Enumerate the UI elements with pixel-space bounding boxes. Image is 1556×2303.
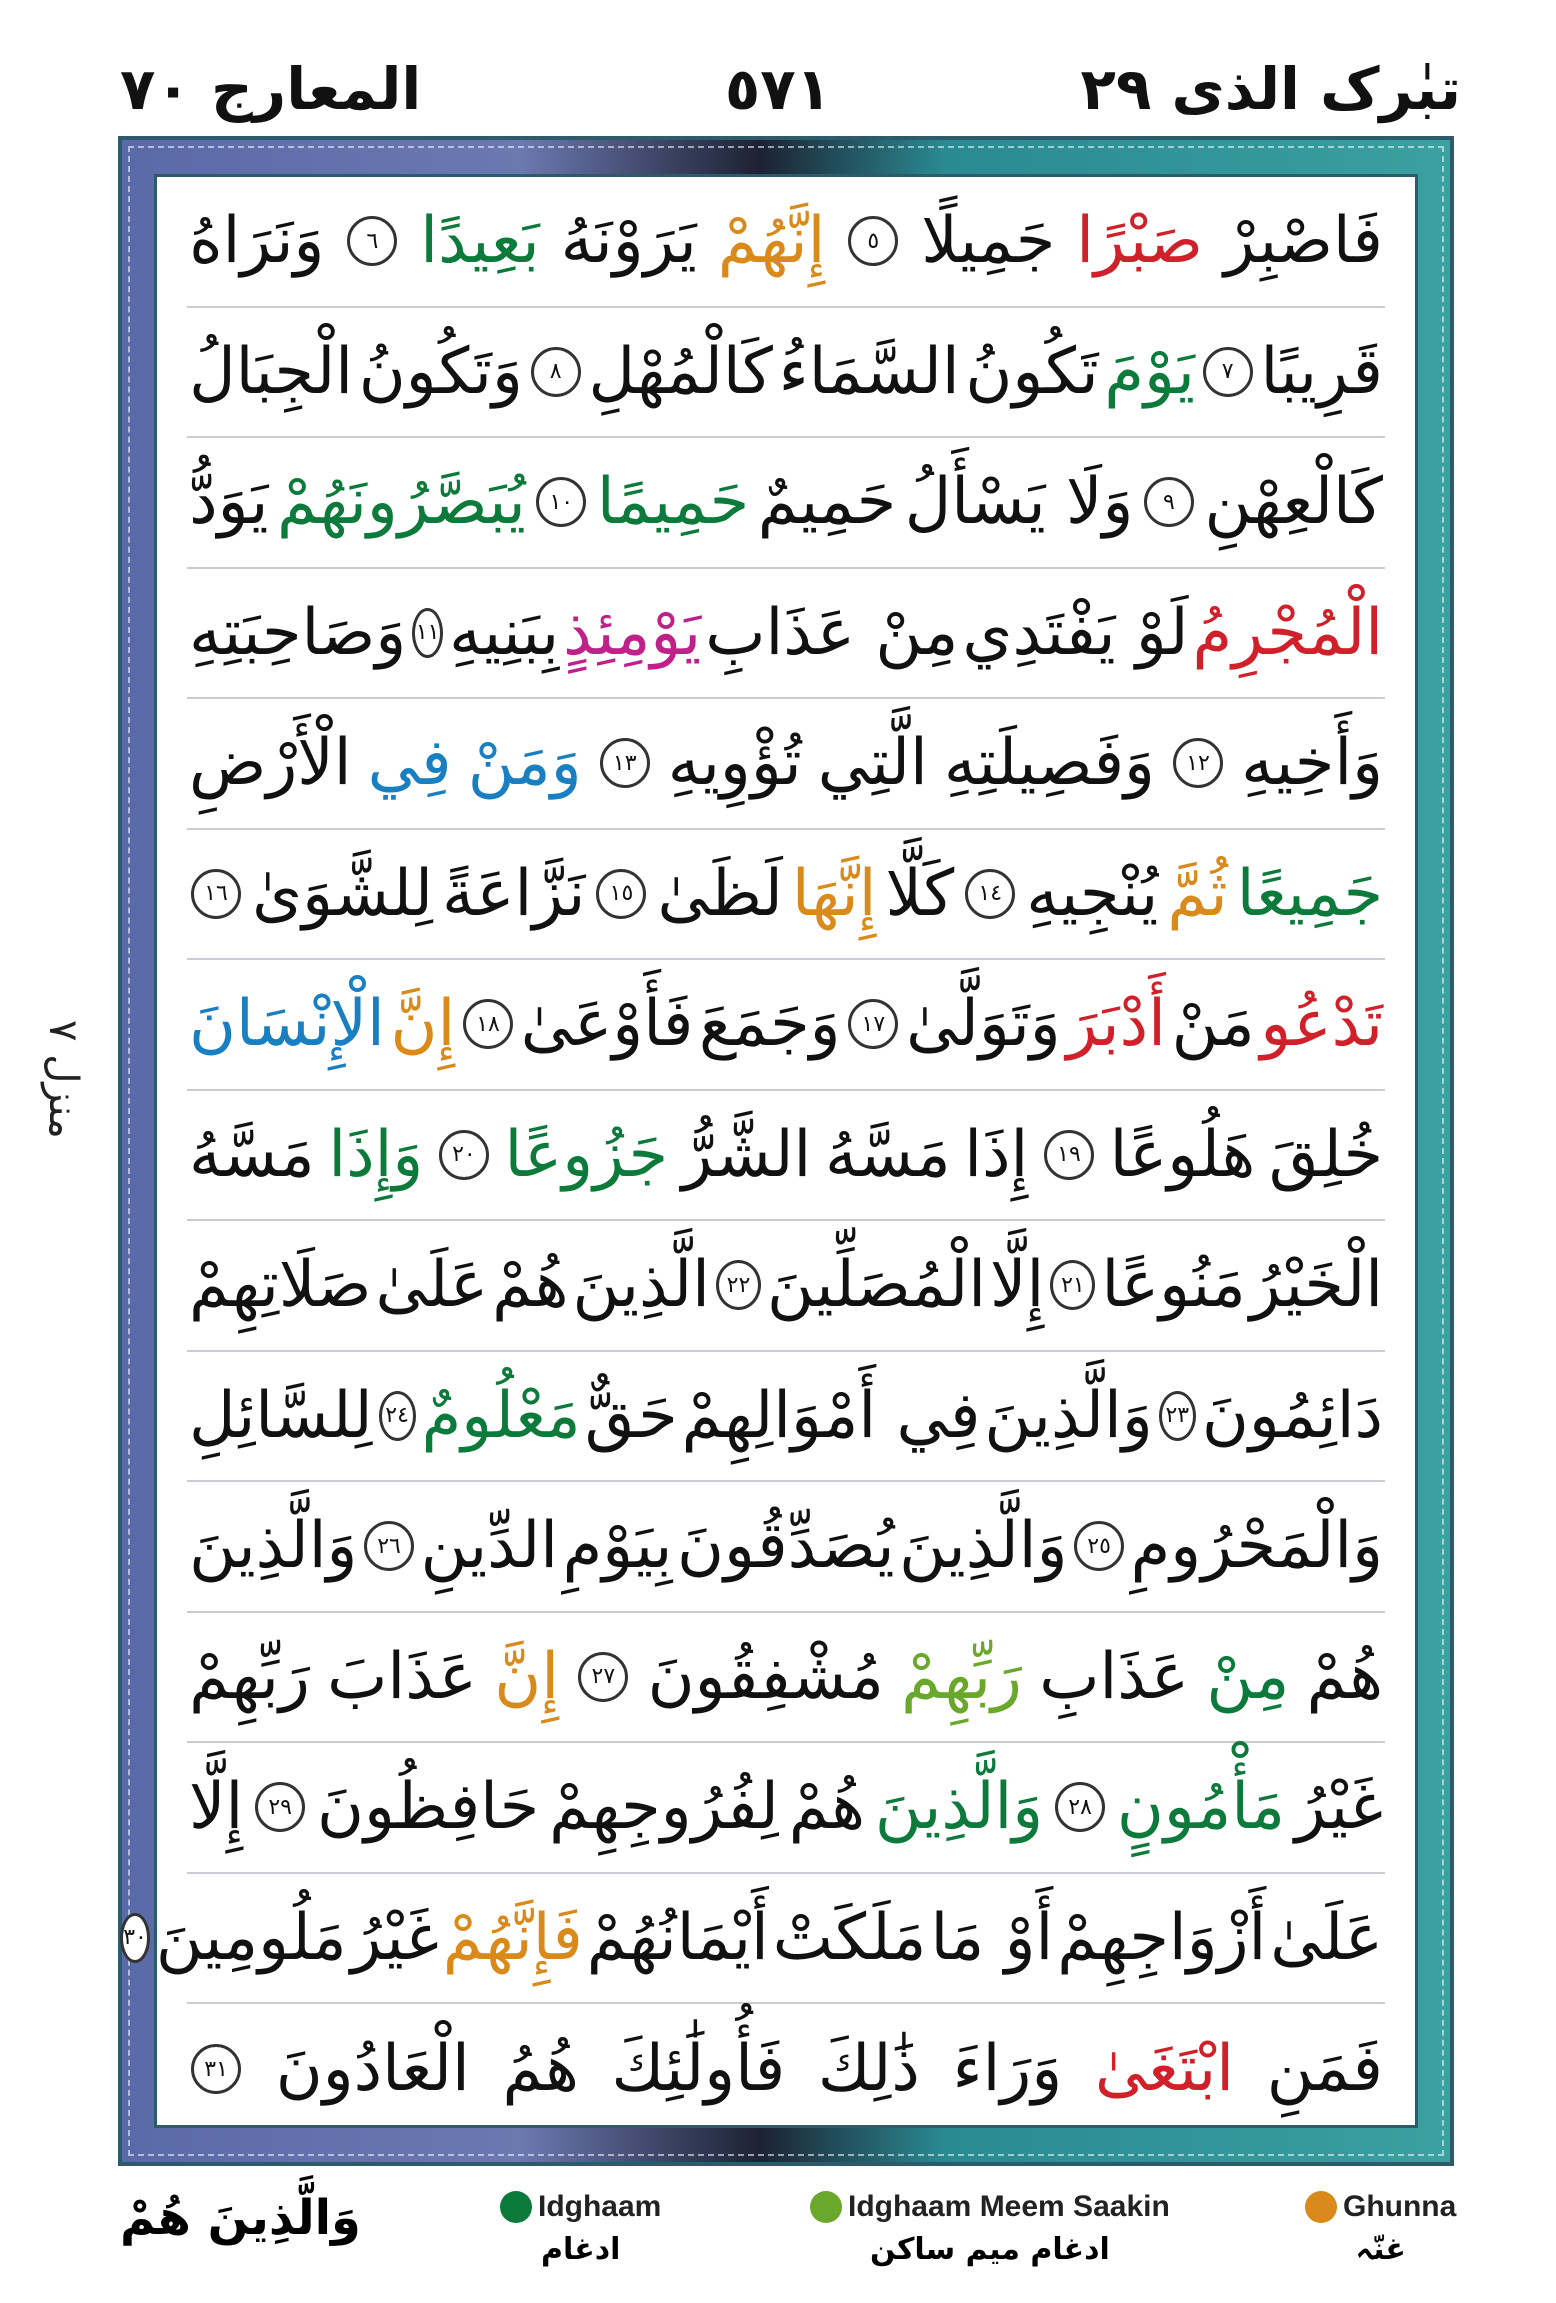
legend-idghaam-meem-saakin: [810, 2190, 1170, 2267]
word: فَأُولَٰئِكَ: [611, 2032, 786, 2107]
word: يَوْمِئِذٍ: [563, 595, 702, 670]
word: ذَٰلِكَ: [817, 2032, 920, 2107]
ornamental-border: [118, 136, 1454, 2166]
word: تَدْعُو: [1260, 987, 1383, 1062]
word: كَالْعِهْنِ: [1204, 465, 1383, 540]
word: الَّتِي: [817, 726, 928, 801]
meem-dot-icon: [810, 2191, 842, 2223]
text-line: [187, 1482, 1385, 1613]
word: يَوْمَ: [1104, 334, 1195, 409]
word: إِنَّهَا: [791, 856, 877, 931]
ayah-number-marker: ١٤: [965, 869, 1015, 919]
ayah-number-marker: ١٨: [463, 999, 513, 1049]
word: لِلشَّوَىٰ: [252, 856, 433, 931]
text-line: [187, 1352, 1385, 1483]
ayah-number-marker: ١٠: [536, 477, 586, 527]
word: لَوْ يَفْتَدِي: [962, 595, 1189, 670]
word: مَأْمُونٍ: [1116, 1770, 1286, 1845]
legend-label: Idghaam Meem Saakin: [848, 2190, 1170, 2223]
legend-urdu: غنّہ: [1355, 2232, 1406, 2267]
word: وَالَّذِينَ: [984, 1378, 1153, 1453]
word: وَالَّذِينَ: [899, 1509, 1068, 1584]
ayah-number-marker: ٢٨: [1055, 1782, 1105, 1832]
legend-label: Idghaam: [538, 2190, 662, 2223]
word: عَذَابَ: [327, 1639, 477, 1714]
ayah-number-marker: ٩: [1144, 477, 1194, 527]
text-line: [123, 1874, 1385, 2005]
ayah-number-marker: ٥: [848, 216, 898, 266]
ayah-number-marker: ٢٠: [439, 1130, 489, 1180]
word: حَمِيمٌ: [757, 465, 897, 540]
word: وَنَرَاهُ: [189, 204, 325, 279]
word: يُصَدِّقُونَ: [677, 1509, 895, 1584]
word: هُمْ: [1306, 1639, 1383, 1714]
word: عَلَىٰ: [1270, 1900, 1383, 1975]
word: بِبَنِيهِ: [449, 595, 560, 670]
word: وَتَوَلَّىٰ: [906, 987, 1061, 1062]
word: يُبَصَّرُونَهُمْ: [277, 465, 526, 540]
word: فِي أَمْوَالِهِمْ: [681, 1378, 981, 1453]
word: فَاصْبِرْ: [1223, 204, 1383, 279]
text-line: [187, 960, 1385, 1091]
word: ابْتَغَىٰ: [1094, 2032, 1235, 2107]
text-line: [187, 1743, 1385, 1874]
text-line: [187, 699, 1385, 830]
word: إِلَّا: [189, 1770, 244, 1845]
surah-title: المعارج ٧٠: [120, 55, 422, 123]
word: يَوَدُّ: [189, 465, 269, 540]
word: وَتَكُونُ: [358, 334, 523, 409]
word: رَبِّهِمْ: [901, 1639, 1022, 1714]
word: مَلَكَتْ: [772, 1900, 927, 1975]
word: فَإِنَّهُمْ: [442, 1900, 583, 1975]
word: لَظَىٰ: [657, 856, 783, 931]
ayah-number-marker: ٣١: [191, 2044, 241, 2094]
ayah-number-marker: ٢٤: [379, 1391, 416, 1441]
ayah-number-marker: ٣٠: [120, 1913, 150, 1963]
word: الْمُصَلِّينَ: [767, 1248, 987, 1323]
word: دَائِمُونَ: [1201, 1378, 1383, 1453]
word: يُنْجِيهِ: [1026, 856, 1159, 931]
word: كَالْمُهْلِ: [588, 334, 773, 409]
word: إِذَا: [964, 1117, 1029, 1192]
word: الْجِبَالُ: [189, 334, 353, 409]
word: هَلُوعًا: [1109, 1117, 1256, 1192]
word: مُشْفِقُونَ: [647, 1639, 884, 1714]
word: لِلسَّائِلِ: [189, 1378, 373, 1453]
word: مَلُومِينَ: [155, 1900, 347, 1975]
text-line: [187, 1613, 1385, 1744]
word: وَجَمَعَ: [699, 987, 841, 1062]
word: أَوْ مَا: [930, 1900, 1054, 1975]
word: تُؤْوِيهِ: [667, 726, 802, 801]
ayah-number-marker: ١٣: [600, 738, 650, 788]
text-line: [187, 1091, 1385, 1222]
text-line: [187, 1221, 1385, 1352]
legend-label: Ghunna: [1343, 2190, 1457, 2223]
word: غَيْرُ: [1294, 1770, 1383, 1845]
word: نَزَّاعَةً: [442, 856, 586, 931]
word: مَعْلُومٌ: [421, 1378, 581, 1453]
word: الْخَيْرُ: [1249, 1248, 1383, 1323]
word: حَقٌّ: [584, 1378, 678, 1453]
text-line: [187, 2004, 1385, 2135]
word: مِنْ عَذَابِ: [705, 595, 959, 670]
idghaam-dot-icon: [500, 2191, 532, 2223]
word: وَمَنْ: [467, 726, 582, 801]
word: كَلَّا: [885, 856, 955, 931]
word: الشَّرُّ: [681, 1117, 812, 1192]
ayah-number-marker: ٢٢: [716, 1260, 761, 1310]
ayah-number-marker: ١٥: [596, 869, 646, 919]
text-line: [187, 830, 1385, 961]
word: هُمُ: [502, 2032, 579, 2107]
ayah-number-marker: ٨: [531, 347, 581, 397]
word: رَبِّهِمْ: [189, 1639, 310, 1714]
text-line: [187, 308, 1385, 439]
word: ثُمَّ: [1167, 856, 1228, 931]
word: وَفَصِيلَتِهِ: [943, 726, 1155, 801]
ayah-number-marker: ٢٣: [1159, 1391, 1196, 1441]
legend-urdu: ادغام: [540, 2232, 621, 2267]
catchword: وَالَّذِينَ هُمْ: [120, 2190, 361, 2246]
word: أَزْوَاجِهِمْ: [1057, 1900, 1267, 1975]
word: مَنْ: [1171, 987, 1255, 1062]
ayah-number-marker: ٢٧: [578, 1652, 628, 1702]
word: بِيَوْمِ: [562, 1509, 673, 1584]
word: هُمْ: [492, 1248, 569, 1323]
text-line: [187, 569, 1385, 700]
word: الْإِنْسَانَ: [189, 987, 385, 1062]
word: صَلَاتِهِمْ: [189, 1248, 372, 1323]
word: وَرَاءَ: [952, 2032, 1063, 2107]
ayah-number-marker: ٢٦: [364, 1521, 414, 1571]
word: إِنَّ: [390, 987, 456, 1062]
word: خُلِقَ: [1268, 1117, 1383, 1192]
word: إِنَّ: [494, 1639, 560, 1714]
word: حَمِيمًا: [596, 465, 750, 540]
legend-urdu: ادغام میم ساکن: [869, 2232, 1110, 2267]
word: لِفُرُوجِهِمْ: [549, 1770, 779, 1845]
word: يَرَوْنَهُ: [560, 204, 697, 279]
word: عَذَابِ: [1039, 1639, 1190, 1714]
word: أَيْمَانُهُمْ: [586, 1900, 769, 1975]
word: جَمِيلًا: [921, 204, 1056, 279]
word: الَّذِينَ: [572, 1248, 710, 1323]
ayah-number-marker: ٢١: [1050, 1260, 1095, 1310]
word: وَالَّذِينَ: [189, 1509, 358, 1584]
word: السَّمَاءُ: [778, 334, 960, 409]
word: وَصَاحِبَتِهِ: [189, 595, 407, 670]
juz-title: تبٰرک الذی ٢٩: [1080, 55, 1461, 123]
text-line: [187, 438, 1385, 569]
word: تَكُونُ: [965, 334, 1099, 409]
word: الدِّينِ: [420, 1509, 558, 1584]
word: وَإِذَا: [328, 1117, 424, 1192]
word: أَدْبَرَ: [1066, 987, 1166, 1062]
word: مَسَّهُ: [189, 1117, 315, 1192]
ayah-number-marker: ١٦: [191, 869, 241, 919]
word: مَسَّهُ: [824, 1117, 951, 1192]
word: فِي: [367, 726, 452, 801]
text-line: [187, 177, 1385, 308]
word: بَعِيدًا: [420, 204, 540, 279]
word: هُمْ: [788, 1770, 866, 1845]
word: وَالْمَحْرُومِ: [1130, 1509, 1383, 1584]
ayah-number-marker: ٢٥: [1074, 1521, 1124, 1571]
word: وَأَخِيهِ: [1241, 726, 1383, 801]
ayah-number-marker: ٢٩: [255, 1782, 305, 1832]
word: صَبْرًا: [1076, 204, 1203, 279]
word: جَمِيعًا: [1236, 856, 1383, 931]
ayah-number-marker: ١٧: [848, 999, 898, 1049]
word: فَمَنِ: [1266, 2032, 1383, 2107]
word: حَافِظُونَ: [317, 1770, 540, 1845]
ayah-number-marker: ٧: [1203, 347, 1253, 397]
word: الْمُجْرِمُ: [1192, 595, 1383, 670]
ayah-number-marker: ١٢: [1173, 738, 1223, 788]
ayah-number-marker: ١٩: [1044, 1130, 1094, 1180]
word: الْأَرْضِ: [189, 726, 352, 801]
word: وَلَا يَسْأَلُ: [904, 465, 1134, 540]
word: وَالَّذِينَ: [874, 1770, 1044, 1845]
word: مِنْ: [1206, 1639, 1290, 1714]
word: إِلَّا: [990, 1248, 1045, 1323]
quran-text-area: [123, 174, 1418, 2128]
ghunna-dot-icon: [1305, 2191, 1337, 2223]
ayah-number-marker: ١١: [412, 608, 443, 658]
page-number: ٥٧١: [724, 55, 832, 123]
word: الْعَادُونَ: [275, 2032, 470, 2107]
legend-idghaam: [500, 2190, 661, 2267]
word: مَنُوعًا: [1101, 1248, 1246, 1323]
word: عَلَىٰ: [375, 1248, 489, 1323]
manzil-label: منزل ٧: [40, 1020, 86, 1139]
word: جَزُوعًا: [504, 1117, 668, 1192]
word: إِنَّهُمْ: [717, 204, 826, 279]
word: فَأَوْعَىٰ: [520, 987, 694, 1062]
legend-ghunna: [1305, 2190, 1456, 2267]
ayah-number-marker: ٦: [347, 216, 397, 266]
word: قَرِيبًا: [1260, 334, 1383, 409]
word: غَيْرُ: [350, 1900, 439, 1975]
